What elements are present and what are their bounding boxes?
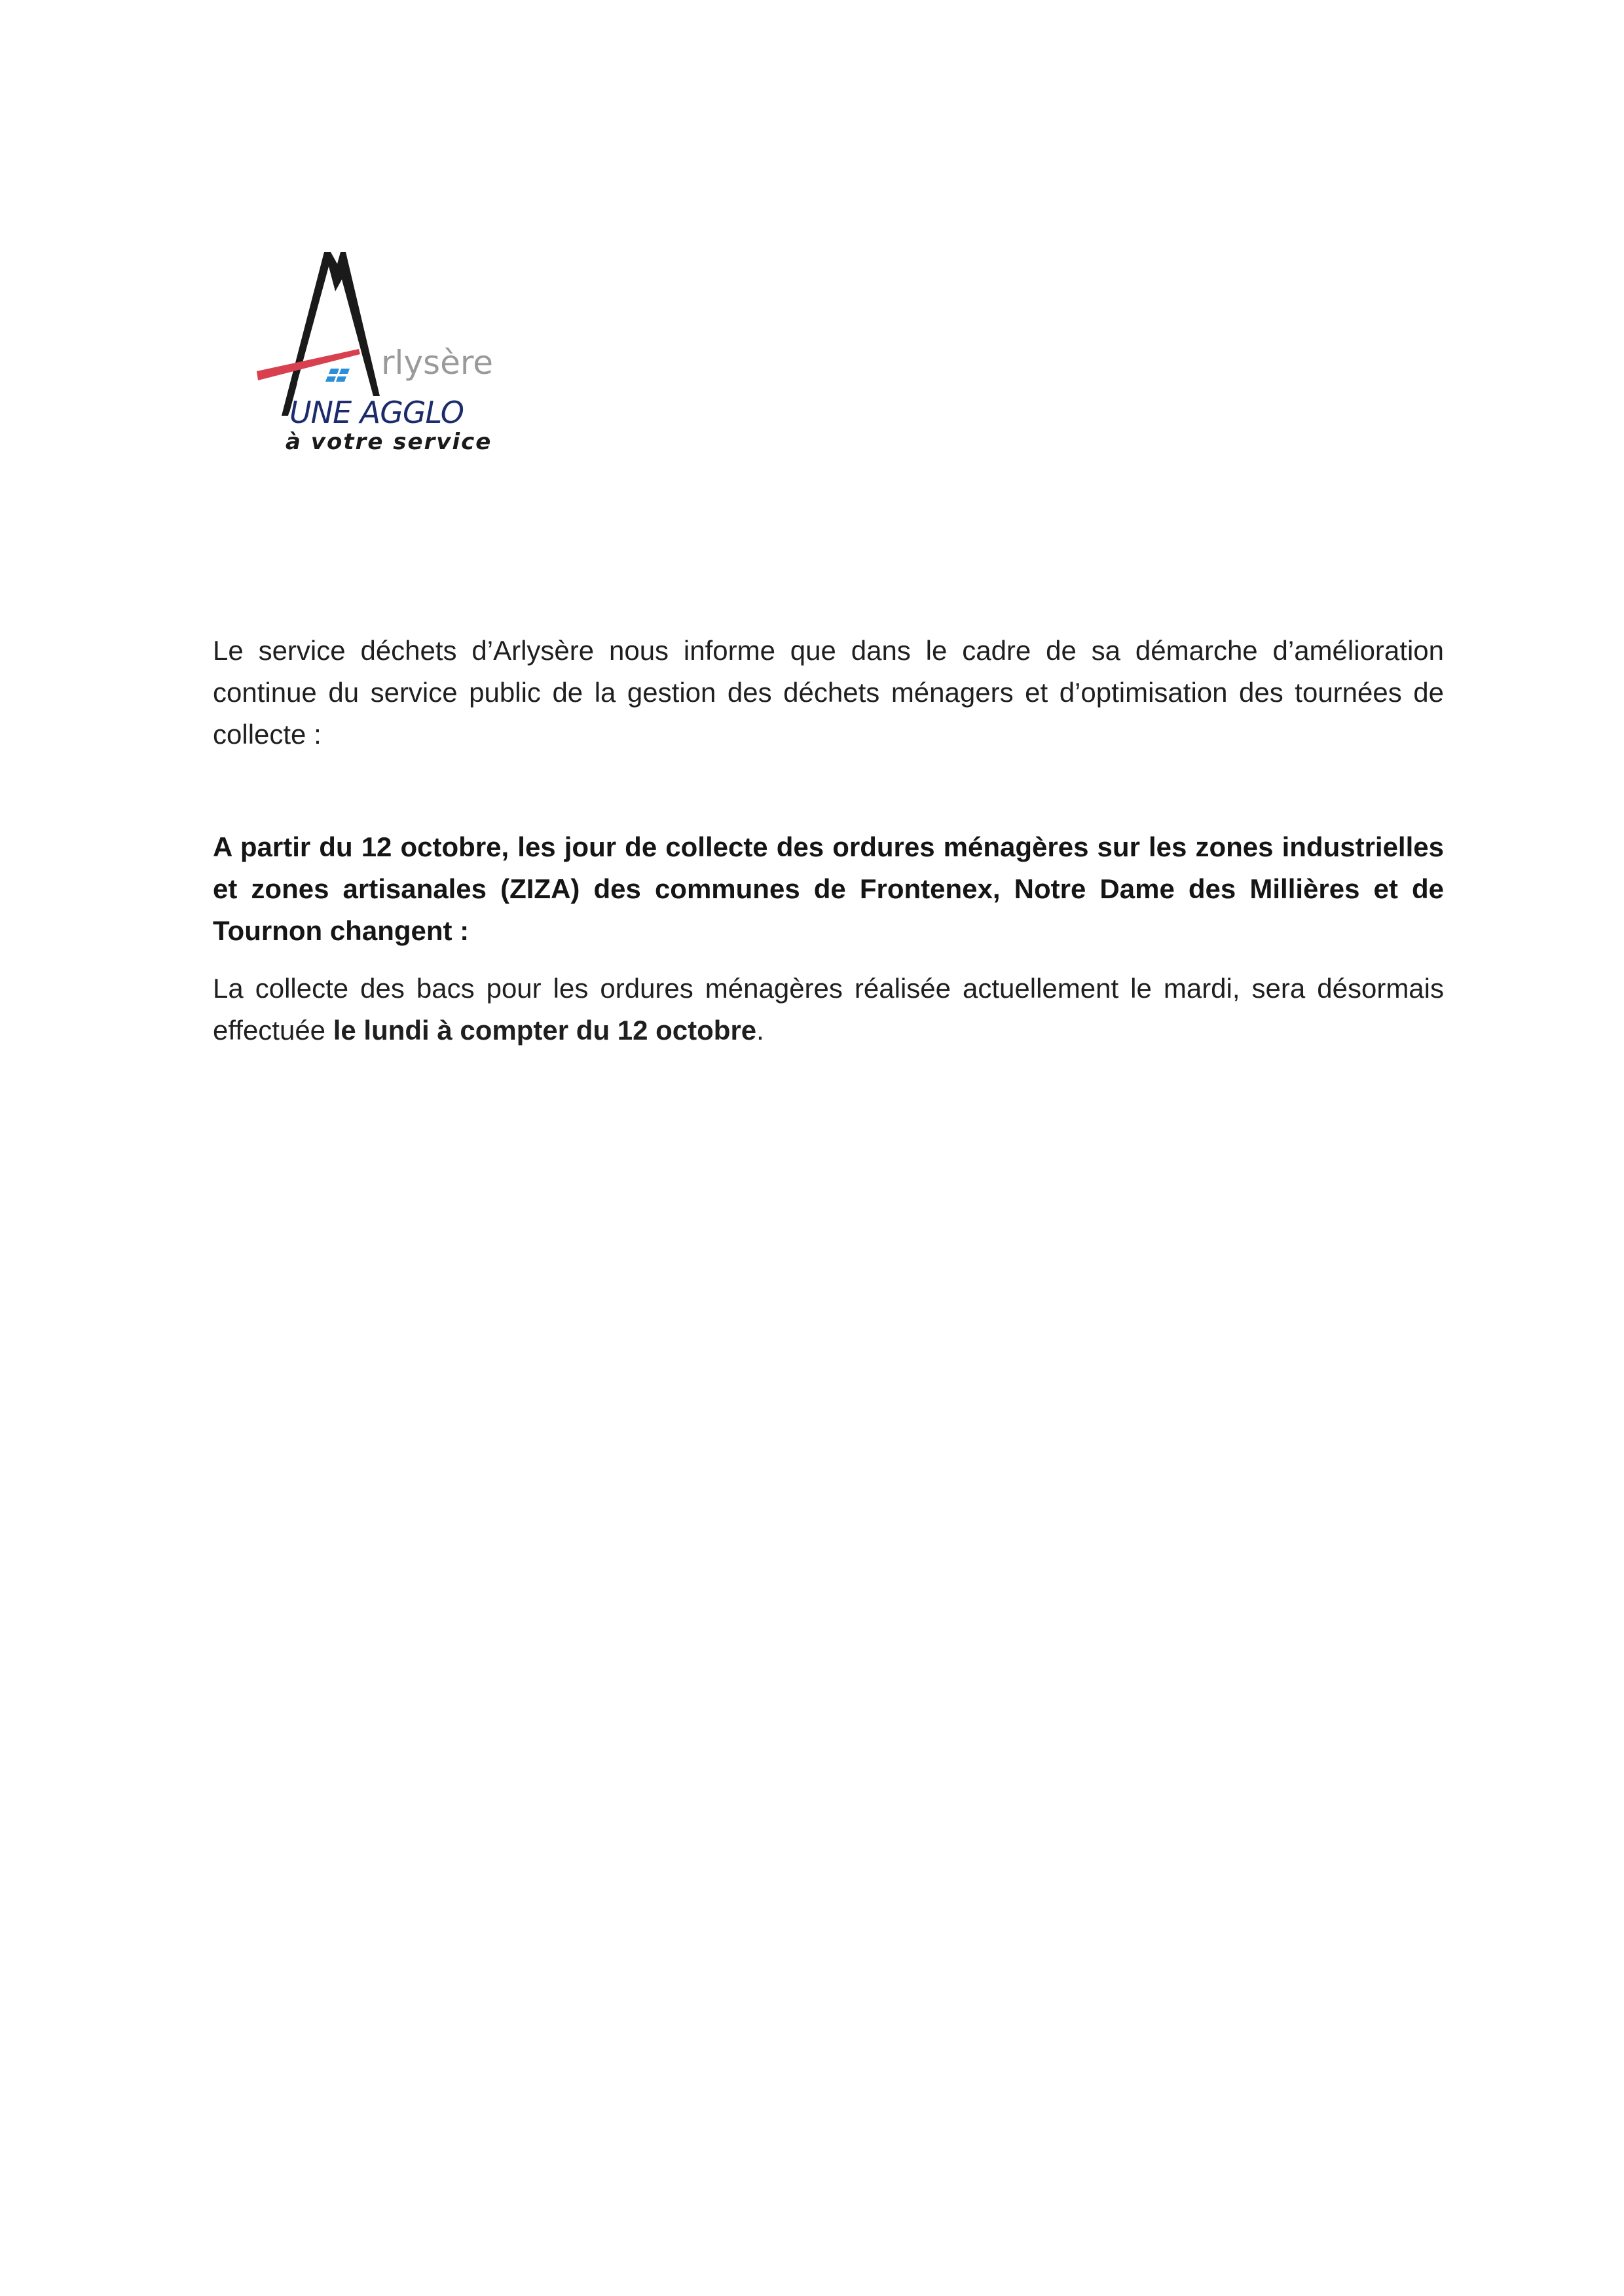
detail-emphasis: le lundi à compter du 12 octobre (333, 1015, 757, 1046)
arlysere-logo (249, 252, 494, 468)
logo-subtagline: à votre service (286, 429, 492, 455)
detail-period: . (756, 1015, 764, 1046)
detail-text: La collecte des bacs pour les ordures ménagères réalisée actuellement le mardi, sera désormais effectuée (213, 973, 1444, 1046)
logo-tagline: UNE AGGLO (289, 395, 464, 430)
intro-paragraph: Le service déchets d’Arlysère nous informe que dans le cadre de sa démarche d’amélioration continue du service public de la gestion des déchets ménagers et d’optimisation des tournées de collecte : (213, 635, 1444, 750)
logo-brand-text: rlysère (381, 344, 494, 382)
notice-paragraph: A partir du 12 octobre, les jour de collecte des ordures ménagères sur les zones industrielles et zones artisanales (ZIZA) des communes de Frontenex, Notre Dame des Millières et de Tournon changent : (213, 831, 1444, 946)
detail-paragraph (213, 968, 1444, 1051)
